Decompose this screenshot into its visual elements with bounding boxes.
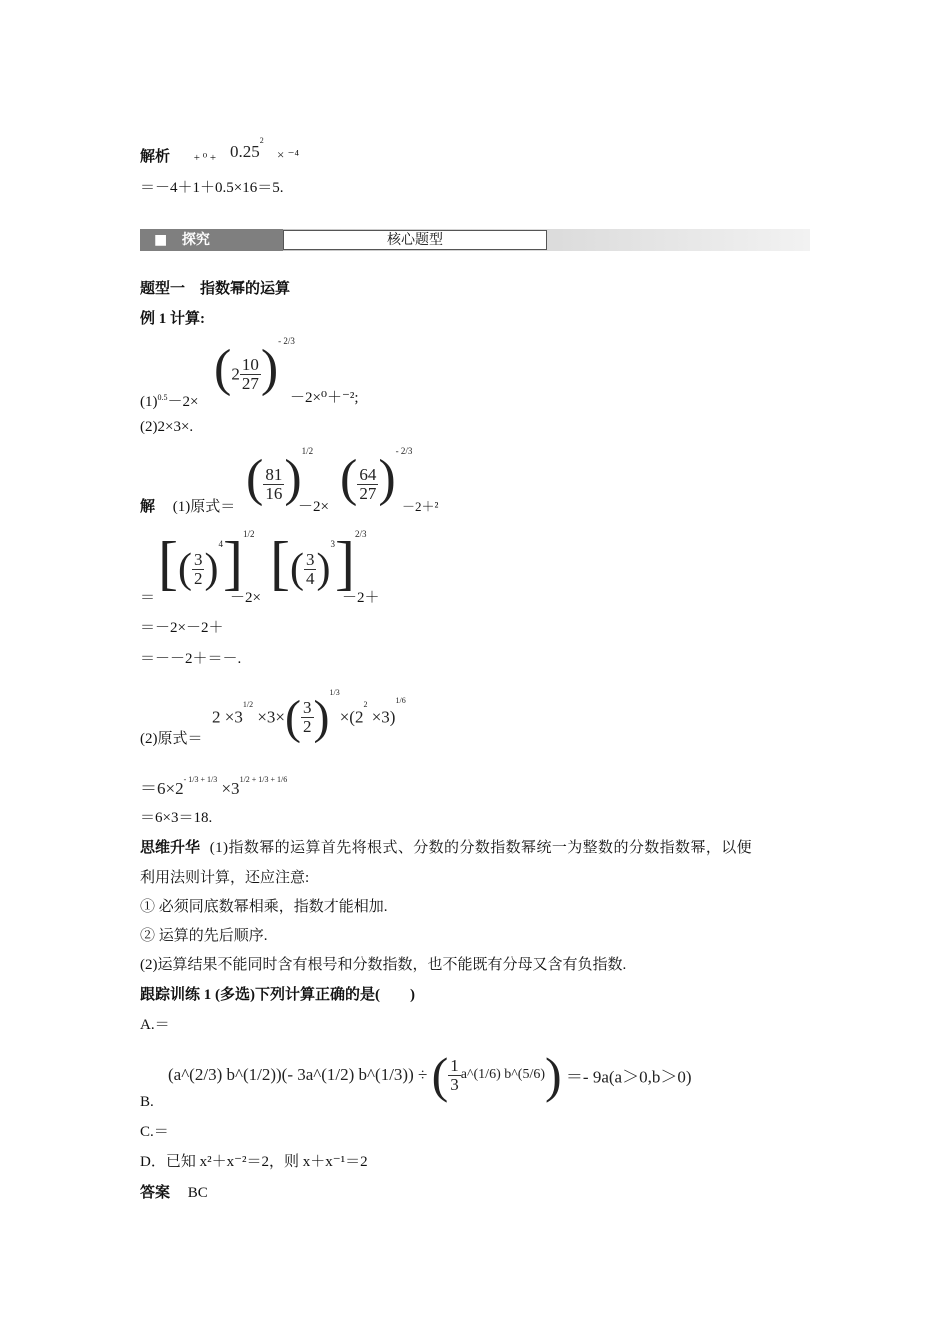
section-box-label: 核心题型 — [283, 230, 547, 250]
ex1-part1: $(1)^{0.5}-2\times$ －2×⁰＋⁻²; — [140, 390, 359, 410]
follow-title: 跟踪训练 1 (多选)下列计算正确的是( ) — [140, 987, 415, 1003]
think-c1: ① 必须同底数幂相乘，指数才能相加. — [140, 899, 388, 915]
option-b-expr: (a^(2/3) b^(1/2))(- 3a^(1/2) b^(1/3)) ÷ ( $\frac{1}{3}$ a^(1/6) b^(5/6)) ＝- 9a(a＞0,b＞0) — [168, 1047, 692, 1103]
think-line1: 思维升华 (1)指数幂的运算首先将根式、分数的分数指数幂统一为整数的分数指数幂，以便 — [140, 840, 753, 856]
sol-p2-expr: $2 \times 3^{1/2} \times 3\times$( $\frac{3}{2}$ )$^{1/3}\times(2^2 \times 3)^{1/6}$ — [212, 688, 406, 744]
sol-bracket-3-2: [( $\frac{3}{2}$ )$^4$]$^{1/2}$ — [158, 529, 255, 596]
sol-p2-line2: $=6\times 2^{- 1/3 + 1/3} \times 3^{1/2 + 1/3 + 1/6}$ — [140, 775, 288, 798]
sol-line4: ＝－－2＋＝－. — [140, 651, 242, 667]
think-line1b: 利用法则计算，还应注意: — [140, 870, 310, 886]
option-d: D．已知 x²＋x⁻²＝2，则 x＋x⁻¹＝2 — [140, 1154, 368, 1170]
answer-line: 答案 BC — [140, 1185, 208, 1201]
jiexi-line — [140, 147, 216, 168]
sol-p2-line1: (2)原式＝ — [140, 731, 203, 747]
jiexi-expr: + ⁰ + — [193, 152, 217, 164]
jiexi-result: ＝－4＋1＋0.5×16＝5. — [140, 180, 284, 196]
sol-line3: ＝－2×－2＋ — [140, 620, 224, 636]
example-1: 例 1 计算: — [140, 311, 205, 327]
jiexi-label: 解析 — [140, 149, 171, 165]
option-c: C.＝ — [140, 1124, 169, 1140]
jiexi-tail: × ⁻⁴ — [277, 147, 299, 162]
section-dark-label: ■ 探究 — [140, 229, 283, 251]
sol-f81-16: ( $\frac{81}{16}$ )$^{1/2}$ — [246, 446, 314, 507]
sol-line1: 解 (1)原式＝ －2× －2＋² — [140, 499, 439, 515]
think-c2: ② 运算的先后顺序. — [140, 928, 268, 944]
section-banner — [140, 229, 810, 251]
option-a: A.＝ — [140, 1017, 170, 1033]
type-title: 题型一 指数幂的运算 — [140, 281, 291, 297]
ex1-part2: (2)2×3×. — [140, 419, 194, 435]
jiexi-formula: 0.252 — [230, 136, 264, 161]
sol-line2: ＝ －2× －2＋ — [140, 590, 380, 606]
think-line2: (2)运算结果不能同时含有根号和分数指数，也不能既有分母又含有负指数. — [140, 957, 627, 973]
option-b: B. — [140, 1094, 154, 1110]
sol-p2-line3: ＝6×3＝18. — [140, 810, 213, 826]
sol-f64-27: ( $\frac{64}{27}$ )$^{- 2/3}$ — [340, 446, 413, 507]
ex1-fraction: (2 $\frac{10}{27}$ )$^{- 2/3}$ — [214, 336, 295, 397]
sol-bracket-3-4: [( $\frac{3}{4}$ )$^3$]$^{2/3}$ — [270, 529, 367, 596]
